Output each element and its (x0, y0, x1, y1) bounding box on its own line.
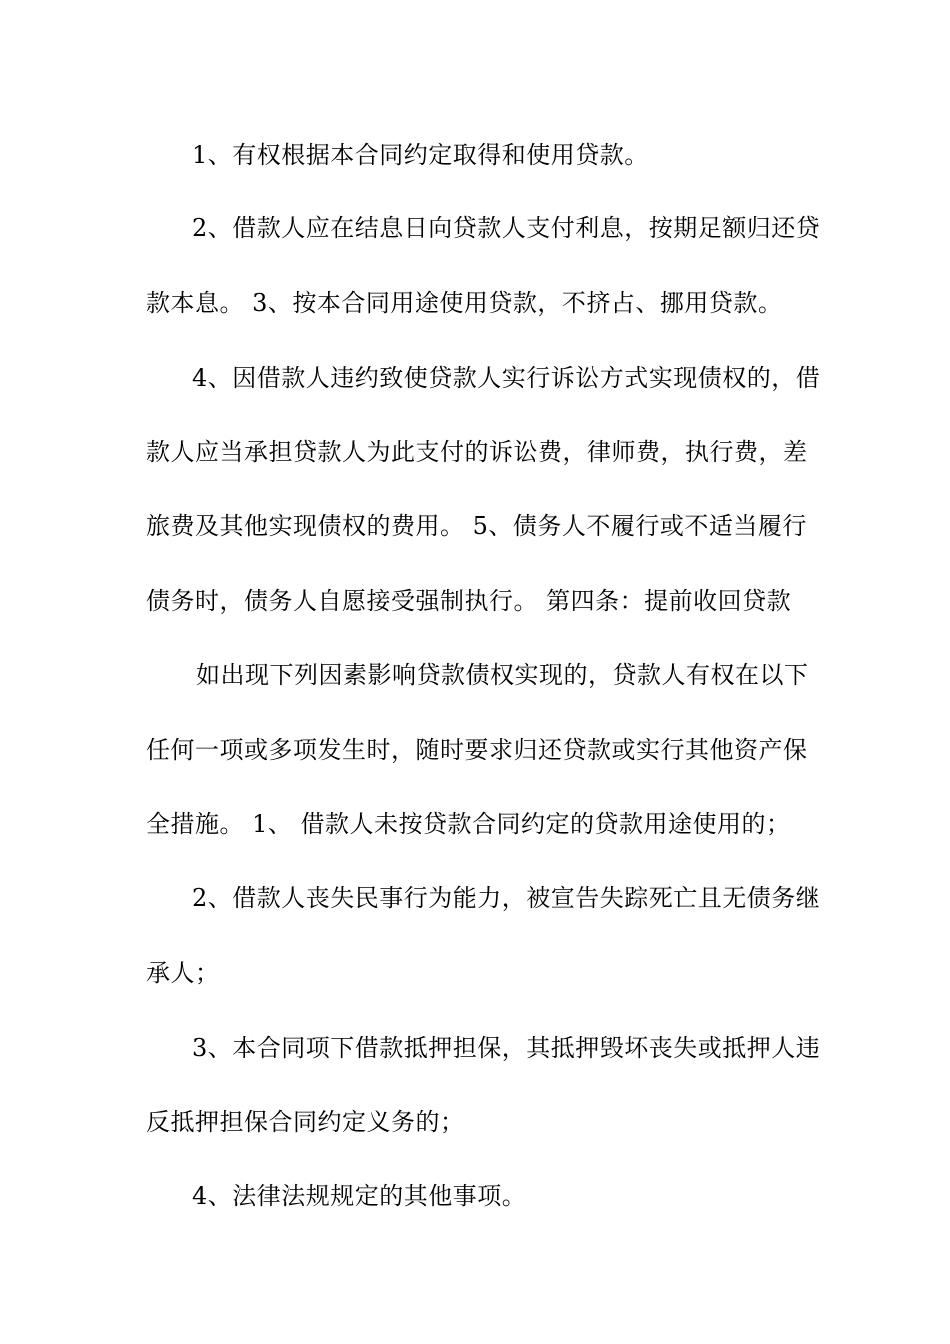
text-line: 2、借款人应在结息日向贷款人支付利息，按期足额归还贷 (192, 214, 821, 242)
text-line: 反抵押担保合同约定义务的； (146, 1108, 465, 1136)
text-line: 4、因借款人违约致使贷款人实行诉讼方式实现债权的，借 (192, 364, 821, 392)
text-line: 如出现下列因素影响贷款债权实现的，贷款人有权在以下 (196, 661, 809, 689)
text-line: 4、法律法规规定的其他事项。 (192, 1182, 527, 1210)
text-line: 款本息。 3、按本合同用途使用贷款，不挤占、挪用贷款。 (146, 289, 783, 317)
text-line: 1、有权根据本合同约定取得和使用贷款。 (192, 141, 649, 169)
text-line: 3、本合同项下借款抵押担保，其抵押毁坏丧失或抵押人违 (192, 1034, 821, 1062)
text-line: 2、借款人丧失民事行为能力，被宣告失踪死亡且无债务继 (192, 884, 821, 912)
text-line: 款人应当承担贷款人为此支付的诉讼费，律师费，执行费，差 (146, 438, 808, 466)
text-line: 全措施。 1、 借款人未按贷款合同约定的贷款用途使用的； (146, 810, 791, 838)
text-line: 旅费及其他实现债权的费用。 5、债务人不履行或不适当履行 (146, 512, 807, 540)
text-line: 承人； (146, 959, 220, 987)
text-line: 债务时，债务人自愿接受强制执行。 第四条：提前收回贷款 (146, 587, 792, 615)
text-line: 任何一项或多项发生时，随时要求归还贷款或实行其他资产保 (146, 736, 808, 764)
